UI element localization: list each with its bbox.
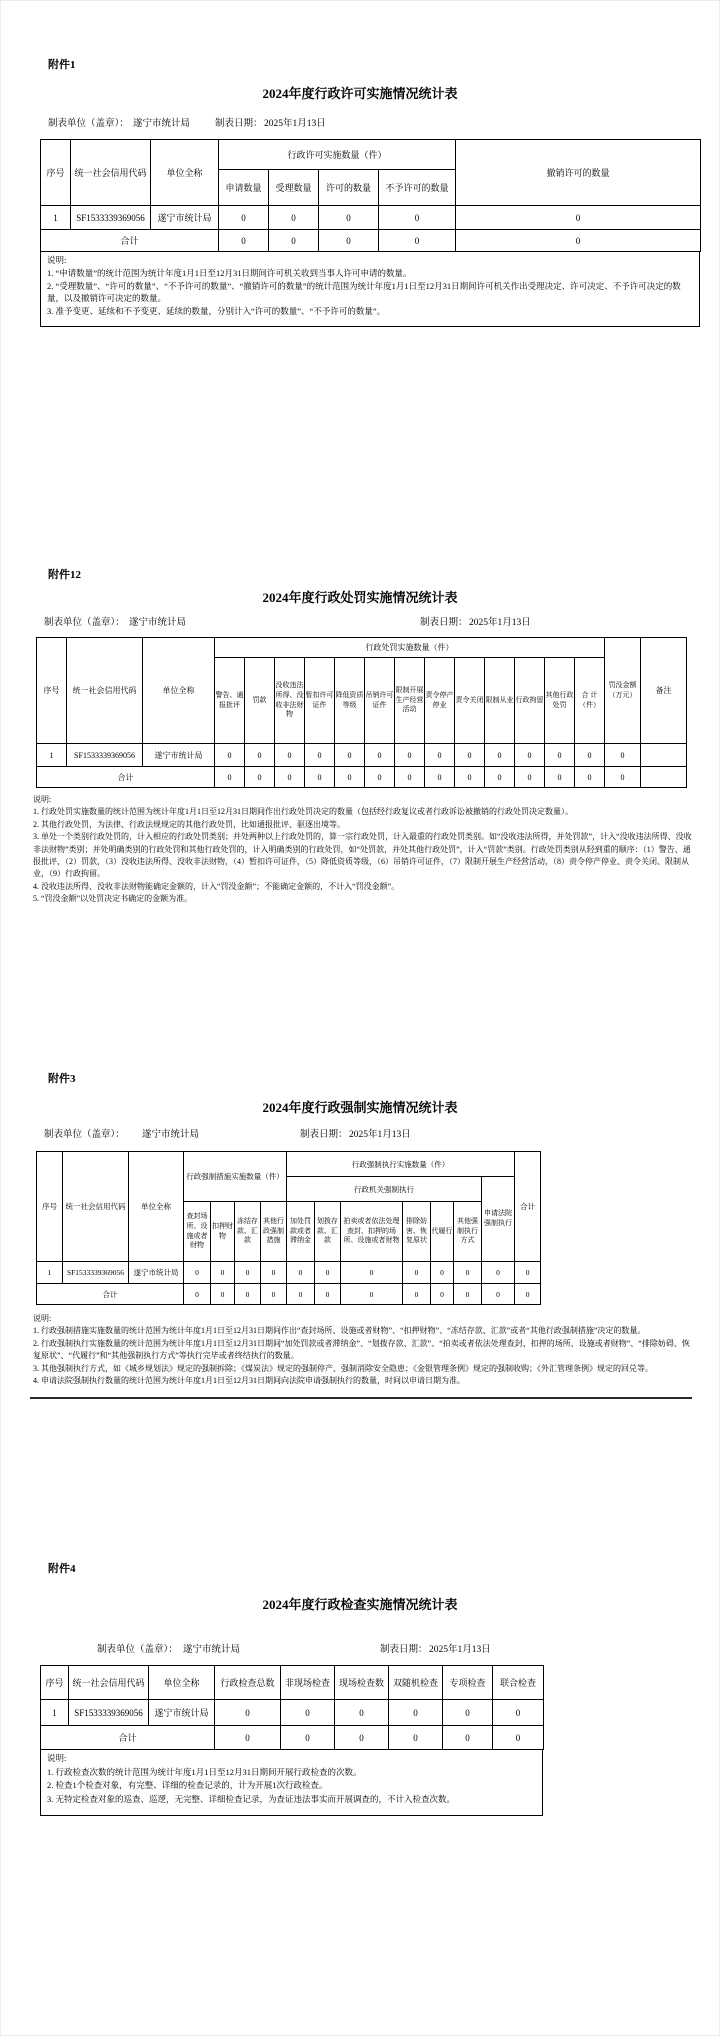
- report-date-value: 2025年1月13日: [429, 1645, 491, 1655]
- cell: 0: [341, 1262, 403, 1284]
- header-row: [37, 1152, 541, 1177]
- cell: SF1533339369056: [71, 206, 151, 230]
- note-line: 说明:: [33, 795, 52, 804]
- cell: 遂宁市统计局: [151, 206, 219, 230]
- col-header-unit-name: 单位全称: [151, 140, 219, 206]
- maker-unit-value: 遂宁市统计局: [183, 1645, 241, 1655]
- cell: 遂宁市统计局: [149, 1700, 215, 1726]
- table-row: [41, 206, 701, 230]
- cell: 0: [365, 744, 395, 767]
- col-header-unit-name: 单位全称: [149, 1666, 215, 1700]
- col-header-unit-name: 单位全称: [129, 1152, 184, 1262]
- report-date-label: 制表日期：: [300, 1130, 348, 1140]
- cell: 0: [335, 1700, 389, 1726]
- cell: 0: [235, 1284, 261, 1305]
- cell: 0: [515, 767, 545, 788]
- col-header: 非现场检查: [281, 1666, 335, 1700]
- cell: 1: [37, 744, 67, 767]
- notes-block: [40, 252, 700, 327]
- cell: 0: [261, 1284, 287, 1305]
- cell: 0: [215, 744, 245, 767]
- cell: 0: [275, 744, 305, 767]
- cell: 0: [379, 206, 456, 230]
- total-row: [41, 1726, 544, 1750]
- col-header: 没收违法所得、没收非法财物: [275, 658, 305, 744]
- cell: [641, 767, 687, 788]
- total-label: 合计: [37, 1284, 184, 1305]
- col-header: 合 计（件）: [575, 658, 605, 744]
- cell: 0: [341, 1284, 403, 1305]
- cell: SF1533339369056: [63, 1262, 129, 1284]
- col-header-seq: 序号: [37, 638, 67, 744]
- col-group-license-counts: 行政许可实施数量（件）: [219, 140, 456, 170]
- cell: 0: [211, 1284, 235, 1305]
- cell: SF1533339369056: [67, 744, 143, 767]
- col-header: 其他行政强制措施: [261, 1202, 287, 1262]
- notes-block: [33, 1313, 690, 1387]
- note-line: 2. “受理数量”、“许可的数量”、“不予许可的数量”、“撤销许可的数量”的统计范围为统计年度1月1日至12月31日期间许可机关作出受理决定、许可决定、不予许可决定的数量，以及撤销许可决定的数量。: [47, 280, 681, 304]
- col-header-total: 合计: [515, 1152, 541, 1262]
- cell: 0: [275, 767, 305, 788]
- note-line: 2. 检查1个检查对象，有完整、详细的检查记录的，计为开展1次行政检查。: [47, 1780, 328, 1791]
- cell: 0: [389, 1700, 443, 1726]
- note-line: 2. 其他行政处罚，为法律、行政法规规定的其他行政处罚，比如通报批评、驱逐出境等。: [33, 819, 345, 829]
- inspection-table: [40, 1665, 544, 1750]
- col-header-unit-name: 单位全称: [143, 638, 215, 744]
- note-line: 说明:: [47, 1753, 67, 1763]
- cell: [641, 744, 687, 767]
- cell: 0: [215, 1726, 281, 1750]
- maker-unit-value: 遂宁市统计局: [133, 119, 191, 129]
- cell: 0: [455, 744, 485, 767]
- col-header-fine-amount: 罚没金额（万元）: [605, 638, 641, 744]
- col-header-seq: 序号: [37, 1152, 63, 1262]
- col-header: 不予许可的数量: [379, 170, 456, 206]
- cell: 0: [425, 744, 455, 767]
- col-group-agency-execution: 行政机关强制执行: [287, 1177, 482, 1202]
- note-line: 1. “申请数量”的统计范围为统计年度1月1日至12月31日期间许可机关收到当事人许可申请的数量。: [47, 267, 412, 278]
- maker-unit-label: 制表单位（盖章）：: [97, 1645, 178, 1655]
- cell: 0: [443, 1726, 493, 1750]
- col-group-coercive-execution: 行政强制执行实施数量（件）: [287, 1152, 515, 1177]
- maker-line: [0, 1641, 720, 1655]
- total-row: [37, 1284, 541, 1305]
- total-label: 合计: [37, 767, 215, 788]
- table-row: [37, 1262, 541, 1284]
- cell: 0: [335, 1726, 389, 1750]
- cell: 0: [425, 767, 455, 788]
- report-date-value: 2025年1月13日: [469, 618, 531, 628]
- cell: 0: [269, 206, 319, 230]
- table-title: 2024年度行政许可实施情况统计表: [262, 86, 458, 101]
- report-date-label: 制表日期：: [380, 1645, 428, 1655]
- note-line: 1. 行政强制措施实施数量的统计范围为统计年度1月1日至12月31日期间作出“查封场所、设施或者财物”、“扣押财物”、“冻结存款、汇款”或者“其他行政强制措施”决定的数量。: [33, 1326, 646, 1336]
- maker-line: [0, 1126, 720, 1140]
- cell: 0: [219, 206, 269, 230]
- note-line: 4. 没收违法所得、没收非法财物能确定金额的，计入“罚没金额”；不能确定金额的，不计入“罚没金额”。: [33, 881, 400, 891]
- col-header: 代履行: [431, 1202, 454, 1262]
- col-header-seq: 序号: [41, 140, 71, 206]
- cell: 0: [211, 1262, 235, 1284]
- col-header: 降低资质等级: [335, 658, 365, 744]
- table-row: [41, 1700, 544, 1726]
- cell: 0: [305, 744, 335, 767]
- col-header: 许可的数量: [319, 170, 379, 206]
- col-header: 联合检查: [493, 1666, 544, 1700]
- cell: 0: [456, 206, 701, 230]
- col-header: 暂扣许可证件: [305, 658, 335, 744]
- maker-line: [0, 115, 720, 129]
- cell: 0: [315, 1284, 341, 1305]
- licensing-table: [40, 139, 701, 252]
- note-line: 3. 无特定检查对象的巡查、巡逻，无完整、详细检查记录，为查证违法事实而开展调查的，不计入检查次数。: [47, 1793, 456, 1804]
- note-line: 说明:: [47, 255, 67, 265]
- report-date-value: 2025年1月13日: [349, 1130, 411, 1140]
- cell: 0: [215, 1700, 281, 1726]
- cell: 0: [454, 1262, 482, 1284]
- attachment-12-section: [0, 566, 720, 906]
- col-header: 行政检查总数: [215, 1666, 281, 1700]
- total-label: 合计: [41, 230, 219, 252]
- cell: 0: [545, 744, 575, 767]
- report-date-label: 制表日期：: [215, 119, 263, 129]
- report-date-value: 2025年1月13日: [264, 119, 326, 129]
- cell: 1: [41, 206, 71, 230]
- cell: 0: [482, 1284, 515, 1305]
- note-line: 2. 行政强制执行实施数量的统计范围为统计年度1月1日至12月31日期间“加处罚款或者滞纳金”、“划拨存款、汇款”、“拍卖或者依法处理查封、扣押的场所、设施或者财物”、“排除妨碍、恢复原状”、“代履行”和“其他强制执行方式”等执行完毕或者终结执行的数量。: [33, 1338, 690, 1361]
- col-header: 责令停产停业: [425, 658, 455, 744]
- col-header: 划拨存款、汇款: [315, 1202, 341, 1262]
- col-header: 专项检查: [443, 1666, 493, 1700]
- cell: 0: [365, 767, 395, 788]
- total-label: 合计: [41, 1726, 215, 1750]
- cell: 0: [515, 744, 545, 767]
- cell: 0: [545, 767, 575, 788]
- maker-unit-label: 制表单位（盖章）：: [44, 1130, 125, 1140]
- cell: 0: [245, 744, 275, 767]
- report-date-label: 制表日期：: [420, 618, 468, 628]
- note-line: 1. 行政处罚实施数量的统计范围为统计年度1月1日至12月31日期间作出行政处罚决定的数量（包括经行政复议或者行政诉讼被撤销的行政处罚决定数量）。: [33, 807, 573, 817]
- cell: 0: [219, 230, 269, 252]
- cell: 0: [379, 230, 456, 252]
- cell: 0: [281, 1726, 335, 1750]
- col-header: 罚款: [245, 658, 275, 744]
- cell: 0: [395, 744, 425, 767]
- col-header: 双随机检查: [389, 1666, 443, 1700]
- maker-line: [0, 614, 720, 628]
- col-header: 申请数量: [219, 170, 269, 206]
- attachment-label: 附件3: [48, 1073, 76, 1085]
- col-header: 查封场所、设施或者财物: [184, 1202, 211, 1262]
- col-group-penalty-counts: 行政处罚实施数量（件）: [215, 638, 605, 658]
- cell: 0: [493, 1726, 544, 1750]
- cell: 0: [482, 1262, 515, 1284]
- coercion-table: [36, 1151, 541, 1305]
- cell: 0: [575, 744, 605, 767]
- cell: 1: [37, 1262, 63, 1284]
- col-header: 责令关闭: [455, 658, 485, 744]
- note-line: 说明:: [33, 1314, 52, 1323]
- cell: 0: [485, 744, 515, 767]
- maker-unit-label: 制表单位（盖章）：: [48, 119, 129, 129]
- cell: 0: [403, 1284, 431, 1305]
- cell: SF1533339369056: [69, 1700, 149, 1726]
- col-header-credit-code: 统一社会信用代码: [67, 638, 143, 744]
- header-row: [41, 140, 701, 170]
- cell: 0: [335, 744, 365, 767]
- note-line: 3. 单处一个类别行政处罚的，计入相应的行政处罚类别；并处两种以上行政处罚的，算一宗行政处罚，计入最重的行政处罚类别。如“没收违法所得，并处罚款”，计入“没收违法所得、没收非法财物”类别；并处明确类别的行政处罚和其他行政处罚的，计入明确类别的行政处罚，如“处罚款，并处其他行政处罚”，计入“罚款”类别。行政处罚类别从轻到重的顺序：（1）警告、通报批评，（2）罚款，（3）没收违法所得、没收非法财物，（4）暂扣许可证件，（5）降低资质等级，（6）吊销许可证件，（7）限制开展生产经营活动，（8）责令停产停业、责令关闭、限制从业，（9）行政拘留。: [33, 832, 692, 879]
- maker-unit-label: 制表单位（盖章）：: [44, 618, 125, 628]
- note-line: 1. 行政检查次数的统计范围为统计年度1月1日至12月31日期间开展行政检查的次数。: [47, 1766, 362, 1777]
- col-header-credit-code: 统一社会信用代码: [69, 1666, 149, 1700]
- header-row: [37, 638, 687, 658]
- attachment-3-section: [0, 1070, 720, 1399]
- col-header: 限制开展生产经营活动: [395, 658, 425, 744]
- col-header: 冻结存款、汇款: [235, 1202, 261, 1262]
- cell: 0: [319, 206, 379, 230]
- cell: 0: [455, 767, 485, 788]
- col-header: 拍卖或者依法处理查封、扣押的场所、设施或者财物: [341, 1202, 403, 1262]
- attachment-label: 附件1: [48, 59, 76, 71]
- cell: 1: [41, 1700, 69, 1726]
- cell: 遂宁市统计局: [143, 744, 215, 767]
- cell: 0: [335, 767, 365, 788]
- cell: 0: [443, 1700, 493, 1726]
- col-header: 现场检查数: [335, 1666, 389, 1700]
- cell: 0: [605, 744, 641, 767]
- cell: 0: [389, 1726, 443, 1750]
- cell: 0: [319, 230, 379, 252]
- cell: 0: [261, 1262, 287, 1284]
- cell: 0: [287, 1284, 315, 1305]
- cell: 0: [485, 767, 515, 788]
- cell: 0: [515, 1262, 541, 1284]
- col-header: 其他强制执行方式: [454, 1202, 482, 1262]
- col-header: 限制从业: [485, 658, 515, 744]
- note-line: 4. 申请法院强制执行数量的统计范围为统计年度1月1日至12月31日期间向法院申请强制执行的数量，时间以申请日期为准。: [33, 1375, 465, 1385]
- notes-block: [33, 794, 695, 906]
- cell: 0: [454, 1284, 482, 1305]
- section-divider: [30, 1397, 692, 1399]
- cell: 0: [515, 1284, 541, 1305]
- cell: 遂宁市统计局: [129, 1262, 184, 1284]
- note-line: 3. 准予变更、延续和不予变更、延续的数量，分别计入“许可的数量”、“不予许可的数量”。: [47, 306, 386, 316]
- col-header-remark: 备注: [641, 638, 687, 744]
- cell: 0: [431, 1284, 454, 1305]
- total-row: [41, 230, 701, 252]
- cell: 0: [287, 1262, 315, 1284]
- attachment-label: 附件12: [48, 569, 81, 581]
- maker-unit-value: 遂宁市统计局: [142, 1130, 200, 1140]
- col-group-coercive-measures: 行政强制措施实施数量（件）: [184, 1152, 287, 1202]
- cell: 0: [269, 230, 319, 252]
- cell: 0: [305, 767, 335, 788]
- col-header-revoked-count: 撤销许可的数量: [456, 140, 701, 206]
- table-title: 2024年度行政处罚实施情况统计表: [262, 590, 458, 605]
- cell: 0: [575, 767, 605, 788]
- attachment-label: 附件4: [48, 1563, 76, 1575]
- col-header-credit-code: 统一社会信用代码: [63, 1152, 129, 1262]
- col-header-credit-code: 统一社会信用代码: [71, 140, 151, 206]
- col-header-court-execution: 申请法院强制执行: [482, 1177, 515, 1262]
- cell: 0: [431, 1262, 454, 1284]
- attachment-4-section: [0, 1560, 720, 1816]
- cell: 0: [403, 1262, 431, 1284]
- col-header: 受理数量: [269, 170, 319, 206]
- cell: 0: [235, 1262, 261, 1284]
- cell: 0: [605, 767, 641, 788]
- header-row: [41, 1666, 544, 1700]
- table-row: [37, 744, 687, 767]
- cell: 0: [281, 1700, 335, 1726]
- cell: 0: [395, 767, 425, 788]
- col-header: 行政拘留: [515, 658, 545, 744]
- col-header: 警告、通报批评: [215, 658, 245, 744]
- col-header: 加处罚款或者滞纳金: [287, 1202, 315, 1262]
- notes-block: [40, 1750, 543, 1816]
- total-row: [37, 767, 687, 788]
- note-line: 3. 其他强制执行方式，如《城乡规划法》规定的强制拆除；《煤炭法》规定的强制停产、强制消除安全隐患；《金银管理条例》规定的强制收购；《外汇管理条例》规定的回兑等。: [33, 1363, 653, 1373]
- col-header: 吊销许可证件: [365, 658, 395, 744]
- col-header-seq: 序号: [41, 1666, 69, 1700]
- table-title: 2024年度行政检查实施情况统计表: [262, 1597, 458, 1612]
- penalty-table: [36, 637, 687, 788]
- col-header: 排除妨害、恢复原状: [403, 1202, 431, 1262]
- col-header: 扣押财物: [211, 1202, 235, 1262]
- maker-unit-value: 遂宁市统计局: [129, 618, 187, 628]
- col-header: 其他行政处罚: [545, 658, 575, 744]
- cell: 0: [215, 767, 245, 788]
- cell: 0: [315, 1262, 341, 1284]
- attachment-1-section: [0, 56, 720, 327]
- cell: 0: [184, 1284, 211, 1305]
- cell: 0: [493, 1700, 544, 1726]
- table-title: 2024年度行政强制实施情况统计表: [262, 1100, 458, 1115]
- cell: 0: [184, 1262, 211, 1284]
- note-line: 5. “罚没金额”以处罚决定书确定的金额为准。: [33, 894, 193, 904]
- cell: 0: [456, 230, 701, 252]
- cell: 0: [245, 767, 275, 788]
